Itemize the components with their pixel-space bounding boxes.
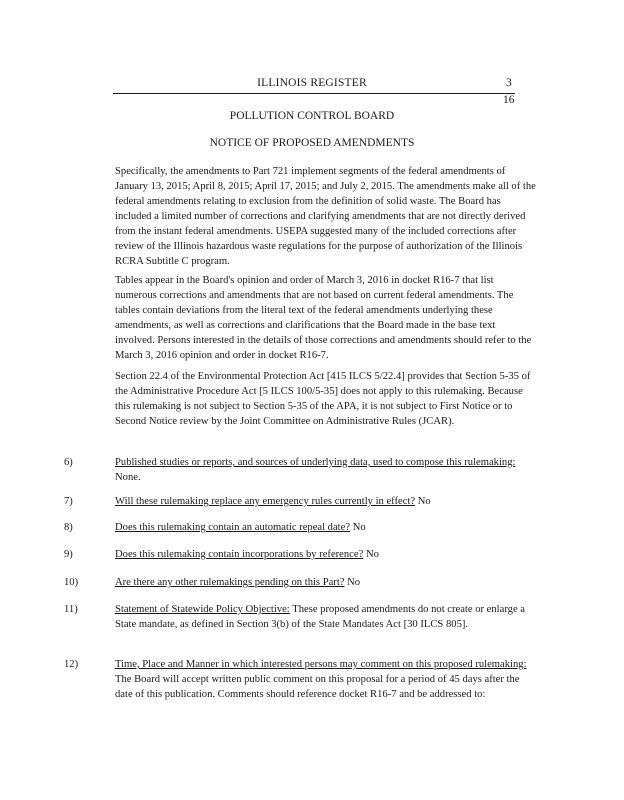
header-rule [113, 93, 515, 94]
item-text [115, 547, 537, 562]
item-number: 7) [64, 496, 73, 507]
item-text [115, 602, 537, 632]
item-answer: No [347, 577, 361, 588]
agency-name: POLLUTION CONTROL BOARD [229, 110, 395, 122]
item-answer: No [417, 496, 431, 507]
paragraph-amendments: Specifically, the amendments to Part 721 implement segments of the federal amendments of January 13, 2015; April 8, 2015; April 17, 2015; and July 2, 2015. The amendments make all of the federal amendments relating to exclusion from the definition of solid waste. The Board has included a limited number of corrections and clarifying amendments that are not directly derived from the instant federal amendments. USEPA suggested many of the included corrections after review of the Illinois hazardous waste regulations for the purpose of authorization of the Illinois RCRA Subtitle C program. [115, 166, 536, 267]
page-number: 3 [506, 77, 512, 89]
item-question: Time, Place and Manner in which interested persons may comment on this proposed rulemaking: [115, 659, 527, 670]
item-question: Are there any other rulemakings pending on this Part? [115, 577, 345, 588]
item-answer: None. [115, 472, 141, 483]
item-answer: The Board will accept written public comment on this proposal for a period of 45 days after the date of this publication. Comments should reference docket R16-7 and be addressed to: [115, 674, 520, 700]
register-title: ILLINOIS REGISTER [257, 77, 367, 89]
item-text [115, 657, 537, 702]
paragraph-tables: Tables appear in the Board's opinion and order of March 3, 2016 in docket R16-7 that list numerous corrections and amendments that are not based on current federal amendments. The tables contain deviations from the literal text of the federal amendments underlying these amendments, as well as corrections and clarifications that the Board made in the base text involved. Persons interested in the details of those corrections and amendments should refer to the March 3, 2016 opinion and order in docket R16-7. [115, 275, 532, 361]
item-number: 10) [64, 577, 79, 588]
item-number: 11) [64, 604, 78, 615]
item-question: Does this rulemaking contain an automatic repeal date? [115, 522, 351, 533]
item-answer: These proposed amendments do not create or enlarge a State mandate, as defined in Section 3(b) of the State Mandates Act [30 ILCS 805]. [115, 604, 526, 630]
item-text [115, 455, 537, 485]
item-question: Published studies or reports, and sources of underlying data, used to compose this rulemaking: [115, 457, 516, 468]
item-answer: No [352, 522, 366, 533]
item-number: 9) [64, 549, 73, 560]
item-number: 12) [64, 659, 79, 670]
volume-number: 16 [503, 94, 515, 106]
item-question: Will these rulemaking replace any emergency rules currently in effect? [115, 496, 416, 507]
item-question: Does this rulemaking contain incorporations by reference? [115, 549, 364, 560]
item-text [115, 520, 537, 535]
item-number: 6) [64, 457, 73, 468]
notice-title: NOTICE OF PROPOSED AMENDMENTS [209, 137, 415, 149]
item-number: 8) [64, 522, 73, 533]
paragraph-section-22-4: Section 22.4 of the Environmental Protection Act [415 ILCS 5/22.4] provides that Section 5-35 of the Administrative Procedure Act [5 ILCS 100/5-35] does not apply to this rulemaking. Because this rulemaking is not subject to Section 5-35 of the APA, it is not subject to First Notice or to Second Notice review by the Joint Committee on Administrative Rules (JCAR). [115, 371, 531, 427]
item-question: Statement of Statewide Policy Objective: [115, 604, 290, 615]
item-text [115, 494, 537, 509]
item-text [115, 575, 537, 590]
item-answer: No [365, 549, 379, 560]
